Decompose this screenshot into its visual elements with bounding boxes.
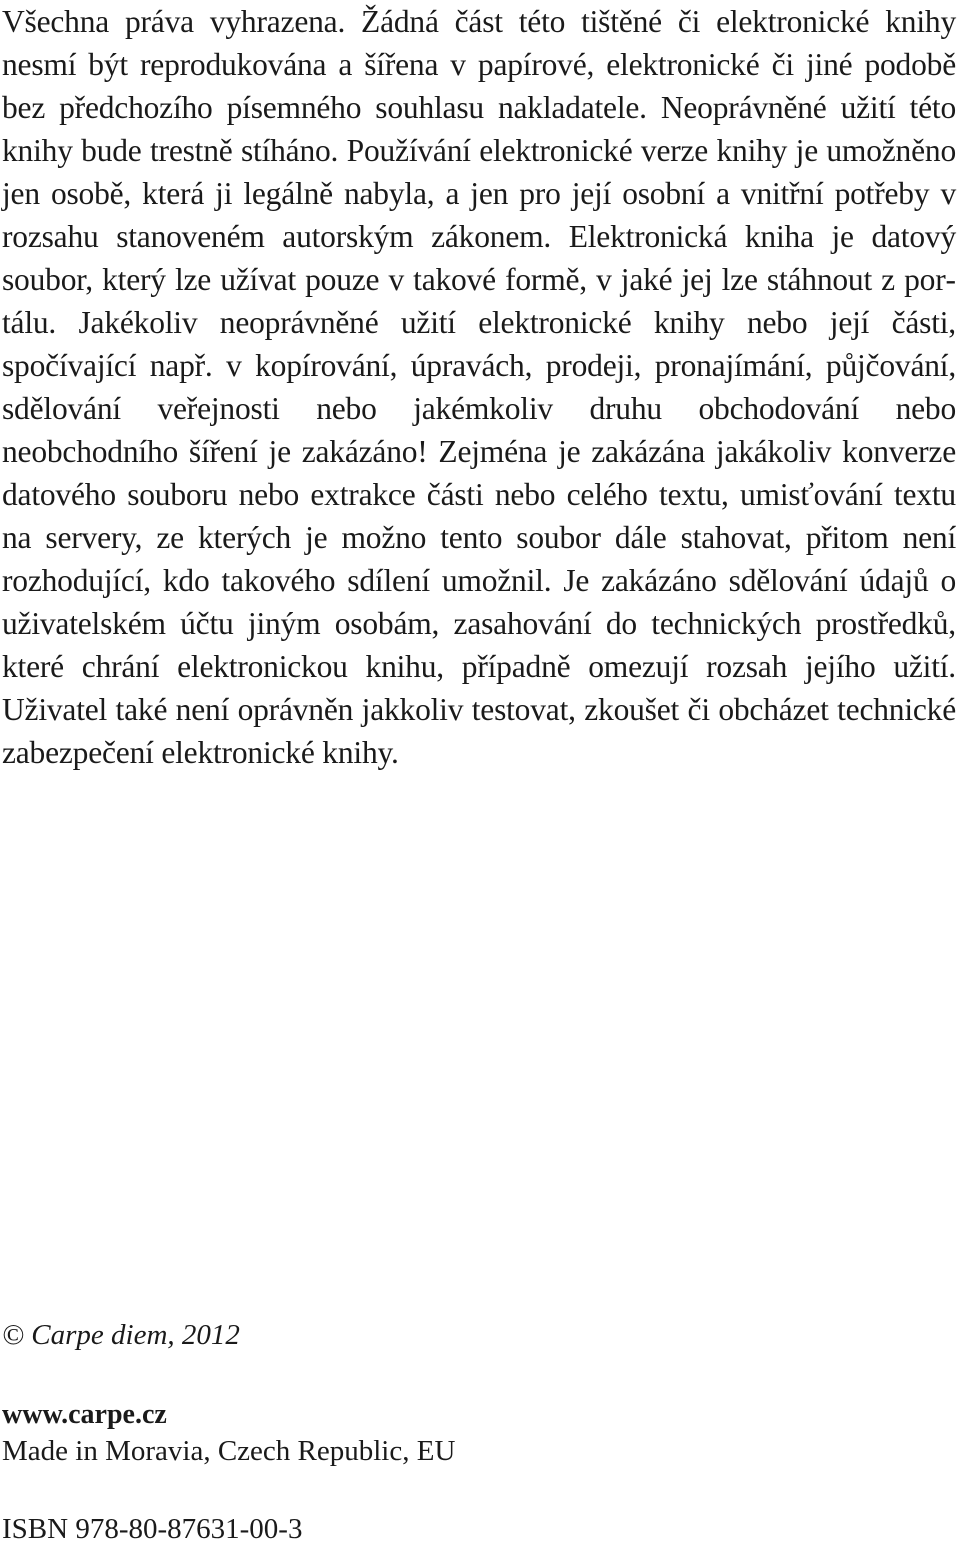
isbn-line: ISBN 978-80-87631-00-3 — [2, 1513, 303, 1545]
publisher-website-link[interactable]: www.carpe.cz — [2, 1399, 167, 1430]
copyright-line: © Carpe diem, 2012 — [2, 1319, 240, 1351]
origin-line: Made in Moravia, Czech Republic, EU — [2, 1435, 456, 1467]
legal-notice-paragraph: Všechna práva vyhrazena. Žádná část této tištěné či elektronické knihy nesmí být reprodukována a šířena v papírové, elektronické či jiné podobě bez předchozího písemného souhlasu nakladatele. Neoprávněné užití této knihy bude trestně stíháno. Používání elektronické verze knihy je umožněno jen osobě, která ji legálně nabyla, a jen pro její osobní a vnitřní potřeby v rozsahu stanoveném autorským zákonem. Elektronická kniha je datový soubor, který lze užívat pouze v takové formě, v jaké jej lze stáhnout z portálu. Jakékoliv neoprávněné užití elektronické knihy nebo její části, spočívající např. v kopírování, úpravách, prodeji, pronajímání, půjčování, sdělování veřejnosti nebo jakémkoliv druhu obchodování nebo neobchodního šíření je zakázáno! Zejména je zakázána jakákoliv konverze datového souboru nebo extrakce části nebo celého textu, umisťování textu na servery, ze kterých je možno tento soubor dále stahovat, přitom není rozhodující, kdo takového sdílení umožnil. Je zakázáno sdělování údajů o uživatelském účtu jiným osobám, zasahování do technických prostředků, které chrání elektronickou knihu, případně omezují rozsah jejího užití. Uživatel také není oprávněn jakkoliv testovat, zkoušet či obcházet technické zabezpečení elektronické knihy. — [2, 4, 956, 770]
